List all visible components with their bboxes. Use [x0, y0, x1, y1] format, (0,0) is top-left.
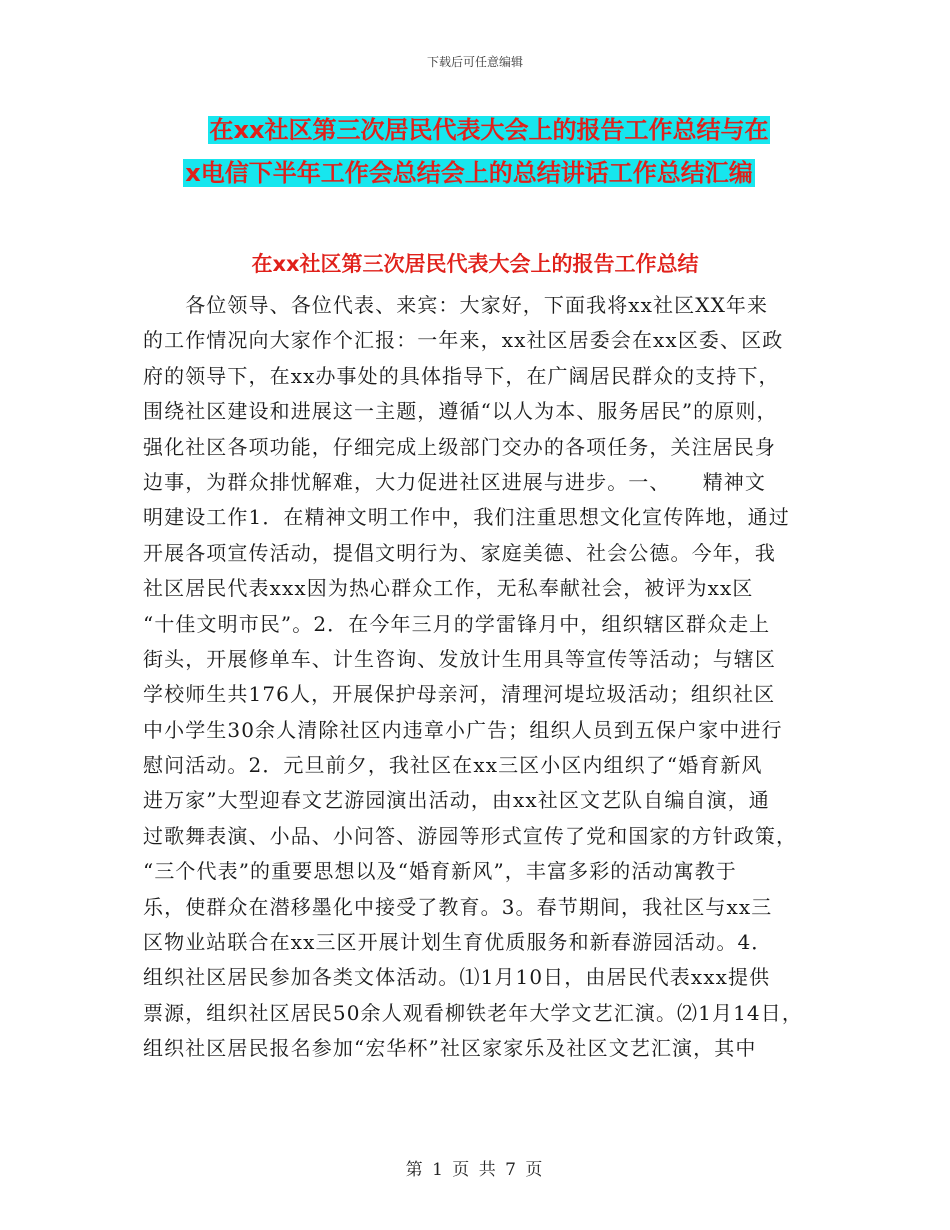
body-line: 过歌舞表演、小品、小问答、游园等形式宣传了党和国家的方针政策， — [143, 823, 798, 848]
body-line: 票源，组织社区居民50余人观看柳铁老年大学文艺汇演。⑵1月14日， — [143, 1000, 803, 1025]
body-line: 街头，开展修单车、计生咨询、发放计生用具等宣传等活动；与辖区 — [143, 646, 776, 671]
body-line: 围绕社区建设和进展这一主题，遵循“以人为本、服务居民”的原则， — [143, 399, 778, 424]
body-line: 中小学生30余人清除社区内违章小广告；组织人员到五保户家中进行 — [143, 717, 783, 742]
body-line: 府的领导下，在xx办事处的具体指导下，在广阔居民群众的支持下， — [143, 363, 780, 388]
body-line: 区物业站联合在xx三区开展计划生育优质服务和新春游园活动。4． — [143, 930, 773, 955]
document-title-highlight-1: 在xx社区第三次居民代表大会上的报告工作总结与在 — [209, 116, 769, 144]
body-line: 的工作情况向大家作个汇报：一年来，xx社区居委会在xx区委、区政 — [143, 328, 784, 353]
body-line: 明建设工作1．在精神文明工作中，我们注重思想文化宣传阵地，通过 — [143, 505, 790, 530]
body-line: 边事，为群众排忧解难，大力促进社区进展与进步。一、 精神文 — [143, 469, 766, 494]
body-line: 强化社区各项功能，仔细完成上级部门交办的各项任务，关注居民身 — [143, 434, 776, 459]
body-line: “三个代表”的重要思想以及“婚育新风”，丰富多彩的活动寓教于 — [143, 859, 737, 884]
document-title-line-1 — [0, 112, 950, 148]
body-line: 慰问活动。2．元旦前夕，我社区在xx三区小区内组织了“婚育新风 — [143, 753, 763, 778]
page-header-note: 下载后可任意编辑 — [426, 55, 523, 69]
body-line: 乐，使群众在潜移墨化中接受了教育。3。春节期间，我社区与xx三 — [143, 894, 773, 919]
body-line: 开展各项宣传活动，提倡文明行为、家庭美德、社会公德。今年，我 — [143, 540, 776, 565]
body-line: 社区居民代表xxx因为热心群众工作，无私奉献社会，被评为xx区 — [143, 576, 754, 601]
body-line: 学校师生共176人，开展保护母亲河，清理河堤垃圾活动；组织社区 — [143, 682, 776, 707]
section-title: 在xx社区第三次居民代表大会上的报告工作总结 — [251, 252, 699, 276]
body-text — [143, 288, 823, 1067]
page-footer: 第 1 页 共 7 页 — [405, 1160, 545, 1180]
body-line: 进万家”大型迎春文艺游园演出活动，由xx社区文艺队自编自演，通 — [143, 788, 770, 813]
document-title-line-2 — [0, 155, 950, 191]
body-line: 组织社区居民参加各类文体活动。⑴1月10日，由居民代表xxx提供 — [143, 965, 771, 990]
body-line: 组织社区居民报名参加“宏华杯”社区家家乐及社区文艺汇演，其中 — [143, 1036, 757, 1061]
body-line: 各位领导、各位代表、来宾：大家好，下面我将xx社区XX年来 — [143, 293, 769, 317]
body-line: “十佳文明市民”。2．在今年三月的学雷锋月中，组织辖区群众走上 — [143, 611, 771, 636]
document-title-highlight-2: x电信下半年工作会总结会上的总结讲话工作总结汇编 — [185, 159, 753, 187]
